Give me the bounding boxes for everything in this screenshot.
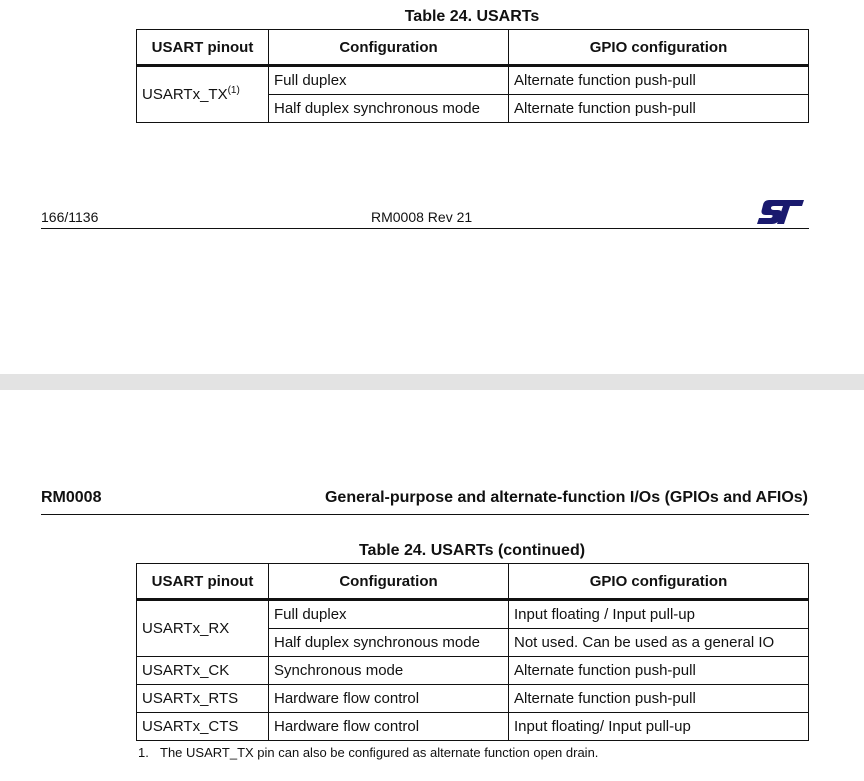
footer-rule xyxy=(41,228,809,229)
gpio-cell: Not used. Can be used as a general IO xyxy=(509,629,809,657)
table-row xyxy=(137,657,809,685)
column-header-pinout: USART pinout xyxy=(137,564,269,600)
column-header-pinout: USART pinout xyxy=(137,30,269,66)
table-row xyxy=(137,685,809,713)
config-cell: Half duplex synchronous mode xyxy=(269,95,509,123)
column-header-configuration: Configuration xyxy=(269,564,509,600)
column-header-gpio: GPIO configuration xyxy=(509,30,809,66)
table-caption: Table 24. USARTs (continued) xyxy=(358,542,586,559)
header-rule xyxy=(41,514,809,515)
table-header-row xyxy=(137,564,809,600)
page-number: 166/1136 xyxy=(41,209,99,225)
column-header-gpio: GPIO configuration xyxy=(509,564,809,600)
gpio-cell: Alternate function push-pull xyxy=(509,657,809,685)
pin-cell-tx xyxy=(137,66,269,123)
pin-cell: USARTx_CTS xyxy=(137,713,269,741)
gpio-cell: Alternate function push-pull xyxy=(509,95,809,123)
config-cell: Hardware flow control xyxy=(269,713,509,741)
table-row xyxy=(137,600,809,629)
running-header-section-title: General-purpose and alternate-function I/Os (GPIOs and AFIOs) xyxy=(324,489,808,506)
config-cell: Synchronous mode xyxy=(269,657,509,685)
usart-table-part2 xyxy=(136,563,809,741)
pin-name: USARTx_TX xyxy=(142,86,228,103)
pin-cell-rx: USARTx_RX xyxy=(137,600,269,657)
table-row xyxy=(137,713,809,741)
table-footnote xyxy=(138,745,598,760)
running-header-doc-id: RM0008 xyxy=(41,489,102,506)
pin-cell: USARTx_CK xyxy=(137,657,269,685)
pin-cell: USARTx_RTS xyxy=(137,685,269,713)
column-header-configuration: Configuration xyxy=(269,30,509,66)
gpio-cell: Alternate function push-pull xyxy=(509,685,809,713)
table-header-row xyxy=(137,30,809,66)
footnote-number: 1. xyxy=(138,745,149,760)
st-logo-icon xyxy=(756,198,806,226)
config-cell: Hardware flow control xyxy=(269,685,509,713)
config-cell: Half duplex synchronous mode xyxy=(269,629,509,657)
footnote-text: The USART_TX pin can also be configured as alternate function open drain. xyxy=(160,745,599,760)
gpio-cell: Input floating/ Input pull-up xyxy=(509,713,809,741)
gpio-cell: Input floating / Input pull-up xyxy=(509,600,809,629)
table-row xyxy=(137,66,809,95)
gpio-cell: Alternate function push-pull xyxy=(509,66,809,95)
footnote-ref: (1) xyxy=(227,85,240,96)
config-cell: Full duplex xyxy=(269,66,509,95)
table-caption: Table 24. USARTs xyxy=(404,8,540,25)
usart-table-part1 xyxy=(136,29,809,123)
doc-reference: RM0008 Rev 21 xyxy=(371,209,473,225)
page-separator xyxy=(0,374,864,390)
config-cell: Full duplex xyxy=(269,600,509,629)
